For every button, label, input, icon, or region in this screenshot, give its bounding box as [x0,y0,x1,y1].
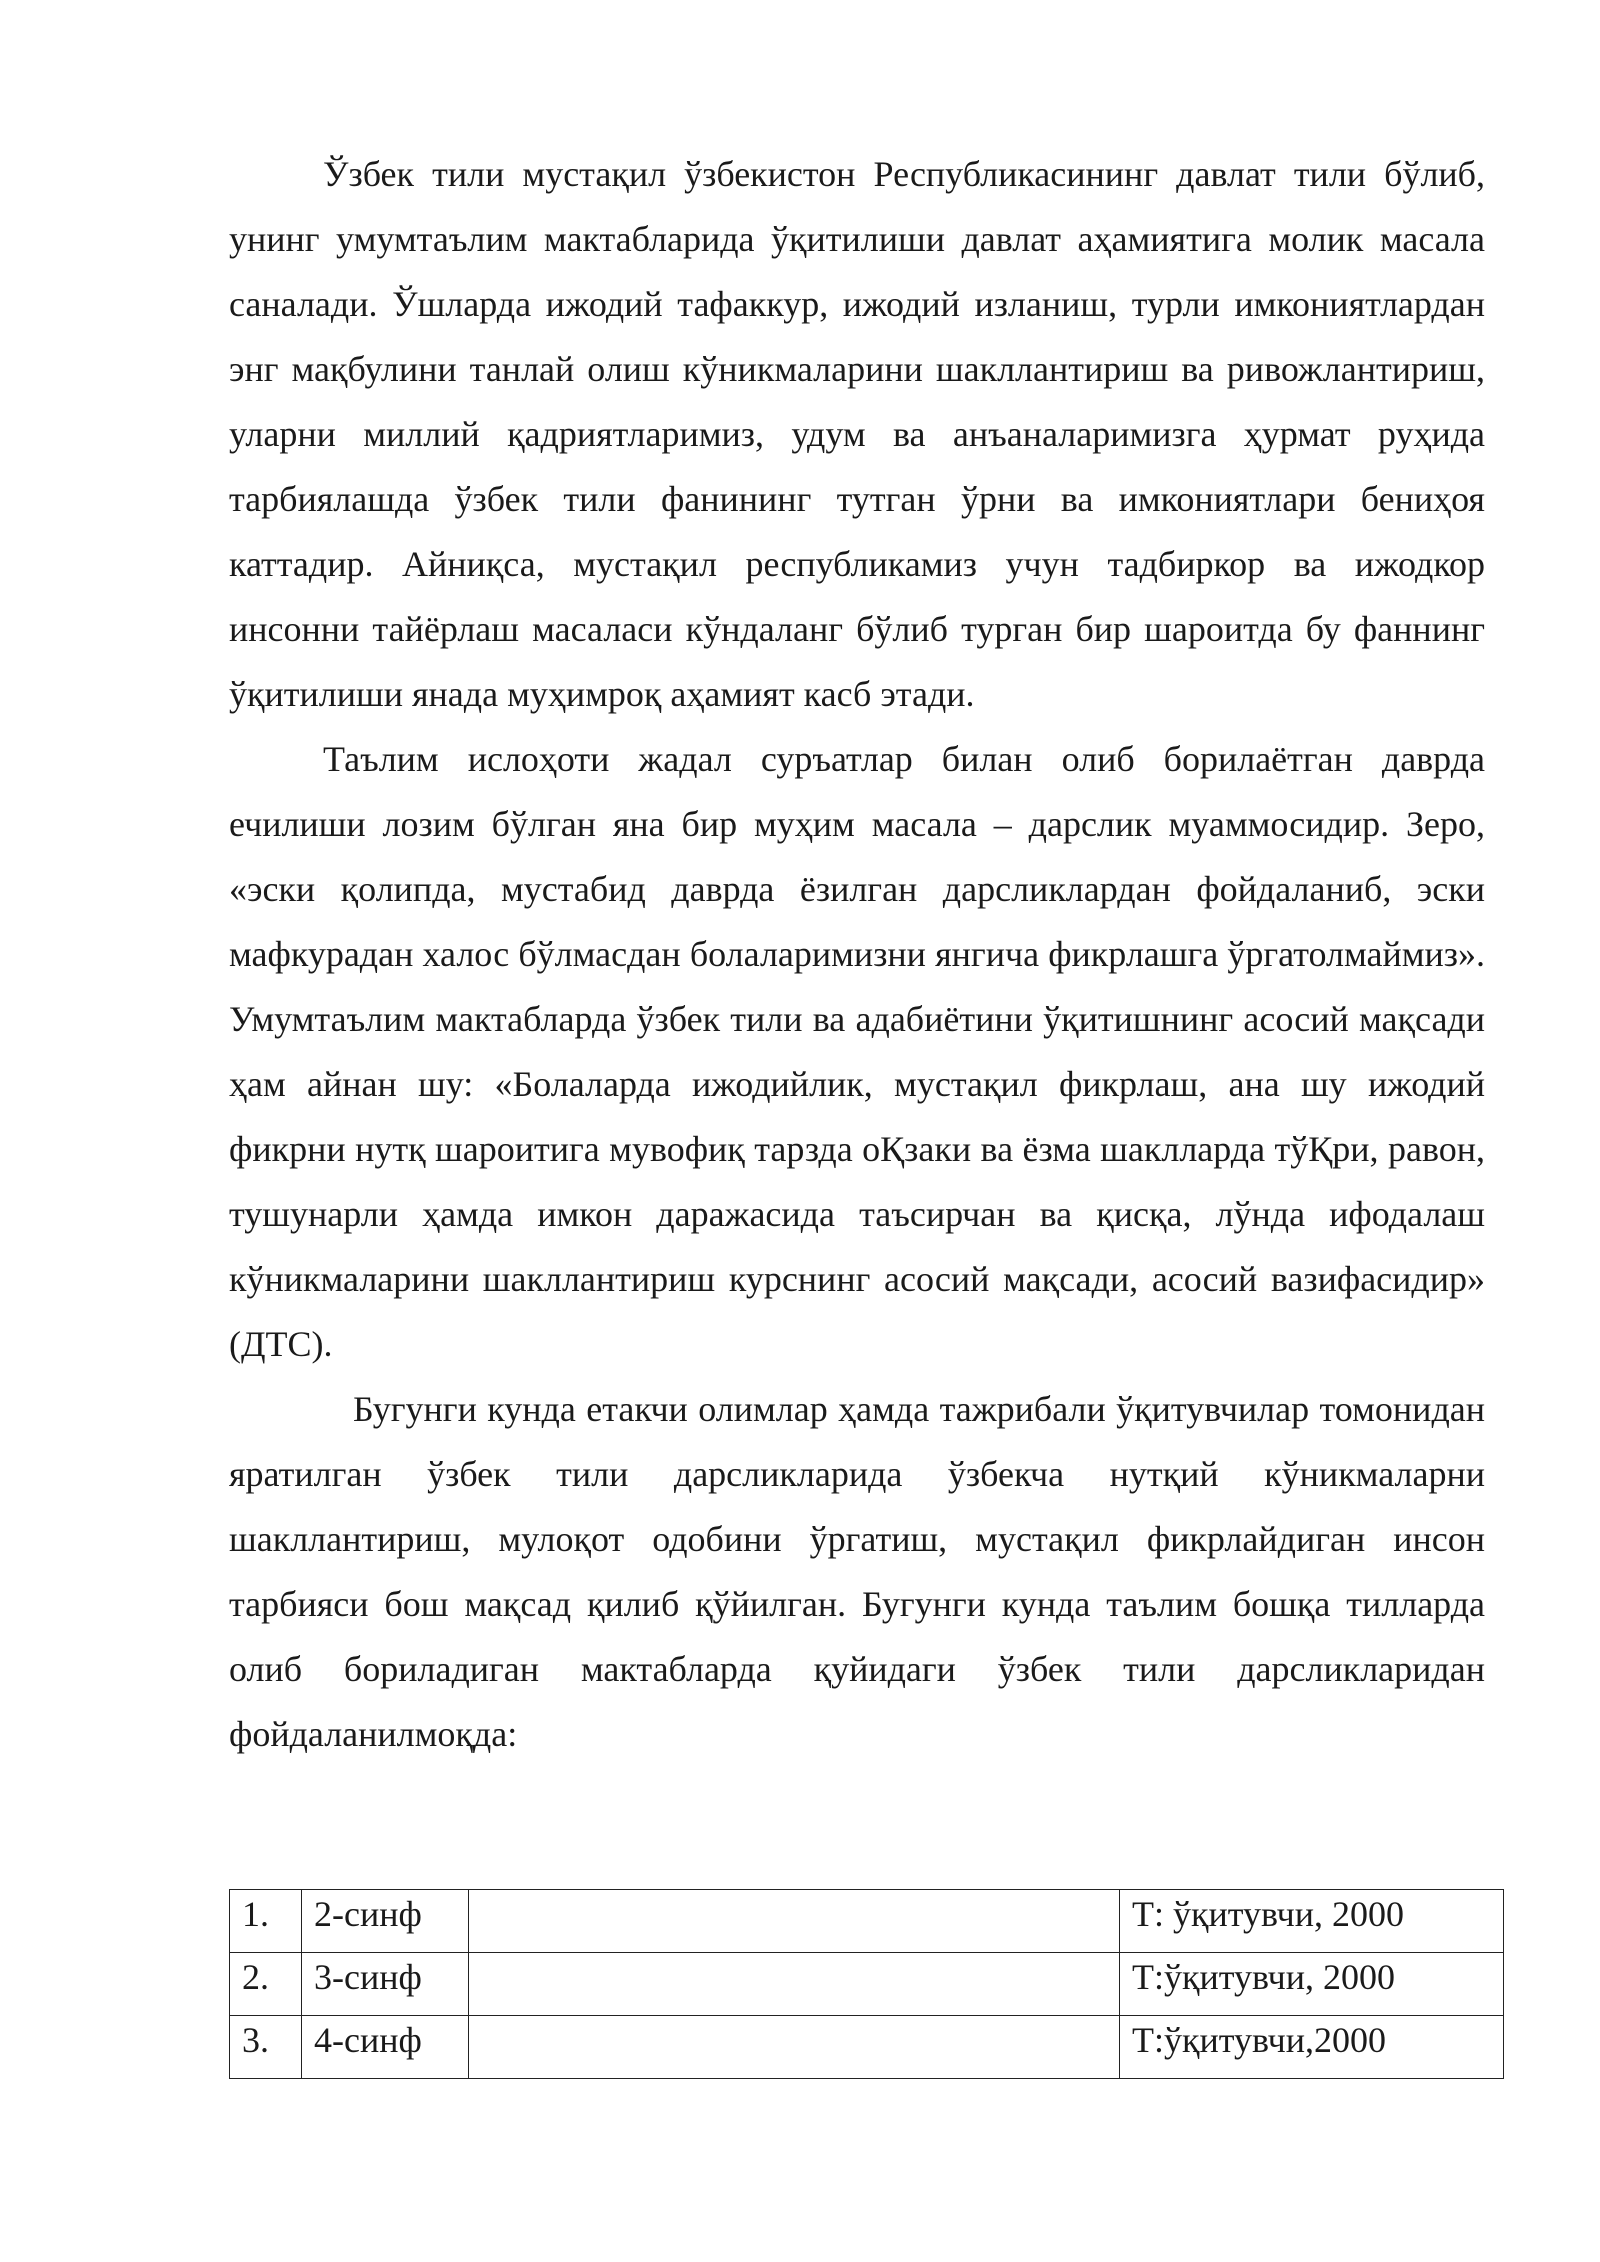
publisher-cell: Т:ўқитувчи, 2000 [1120,1953,1504,2016]
publisher-cell: Т: ўқитувчи, 2000 [1120,1890,1504,1953]
table-row [230,2016,1504,2079]
table [229,1889,1504,2079]
table-row [230,1890,1504,1953]
row-number-cell: 1. [230,1890,302,1953]
paragraph: Таълим ислоҳоти жадал суръатлар билан олиб борилаётган даврда ечилиши лозим бўлган яна бир муҳим масала – дарслик муаммосидир. Зеро, «эски қолипда, мустабид даврда ёзилган дарсликлардан фойдаланиб, эски мафкурадан халос бўлмасдан болаларимизни янгича фикрлашга ўргатолмаймиз». Умумтаълим мактабларда ўзбек тили ва адабиётини ўқитишнинг асосий мақсади ҳам айнан шу: «Болаларда ижодийлик, мустақил фикрлаш, ана шу ижодий фикрни нутқ шароитига мувофиқ тарзда оҚзаки ва ёзма шаклларда тўҚри, равон, тушунарли ҳамда имкон даражасида таъсирчан ва қисқа, лўнда ифодалаш кўникмаларини шакллантириш курснинг асосий мақсади, асосий вазифасидир» (ДТС). [229,739,1485,1364]
publisher-cell: Т:ўқитувчи,2000 [1120,2016,1504,2079]
textbook-table [229,1889,1503,2079]
title-cell [469,1890,1120,1953]
paragraph: Бугунги кунда етакчи олимлар ҳамда тажрибали ўқитувчилар томонидан яратилган ўзбек тили дарсликларида ўзбекча нутқий кўникмаларни шакллантириш, мулоқот одобини ўргатиш, мустақил фикрлайдиган инсон тарбияси бош мақсад қилиб қўйилган. Бугунги кунда таълим бошқа тилларда олиб бориладиган мактабларда қуйидаги ўзбек тили дарсликларидан фойдаланилмоқда: [229,1389,1485,1754]
row-number-cell: 3. [230,2016,302,2079]
grade-cell: 3-синф [302,1953,469,2016]
paragraph: Ўзбек тили мустақил ўзбекистон Республикасининг давлат тили бўлиб, унинг умумтаълим мактабларида ўқитилиши давлат аҳамиятига молик масала саналади. Ўшларда ижодий тафаккур, ижодий изланиш, турли имкониятлардан энг мақбулини танлай олиш кўникмаларини шакллантириш ва ривожлантириш, уларни миллий қадриятларимиз, удум ва анъаналаримизга ҳурмат руҳида тарбиялашда ўзбек тили фанининг тутган ўрни ва имкониятлари бениҳоя каттадир. Айниқса, мустақил республикамиз учун тадбиркор ва ижодкор инсонни тайёрлаш масаласи кўндаланг бўлиб турган бир шароитда бу фаннинг ўқитилиши янада муҳимроқ аҳамият касб этади. [229,154,1485,714]
document-body [229,142,1485,1767]
grade-cell: 2-синф [302,1890,469,1953]
row-number-cell: 2. [230,1953,302,2016]
title-cell [469,2016,1120,2079]
title-cell [469,1953,1120,2016]
table-row [230,1953,1504,2016]
grade-cell: 4-синф [302,2016,469,2079]
